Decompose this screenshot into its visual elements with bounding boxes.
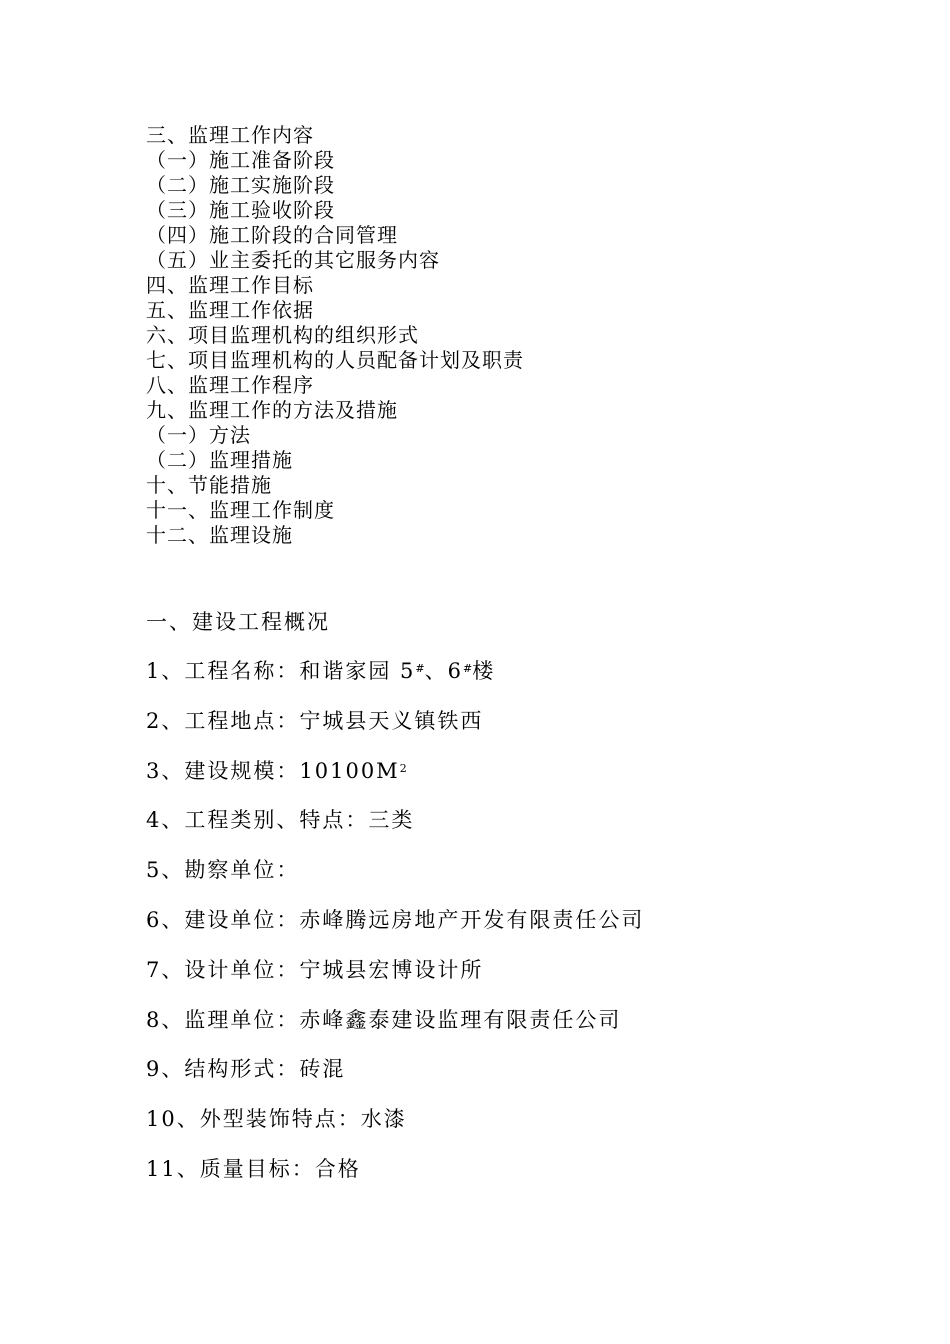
superscript: #: [463, 662, 473, 675]
toc-item: （五）业主委托的其它服务内容: [146, 248, 440, 272]
toc-item: 十一、监理工作制度: [146, 498, 335, 522]
design-unit-line: [146, 955, 644, 985]
field-value: 赤峰鑫泰建设监理有限责任公司: [299, 1007, 622, 1032]
scale-line: [146, 756, 644, 786]
category-line: [146, 805, 644, 835]
field-label: 5、勘察单位：: [146, 858, 300, 883]
field-label: 11、质量目标：: [146, 1156, 315, 1181]
project-name-line: [146, 656, 644, 686]
section-heading: 一、建设工程概况: [146, 610, 330, 634]
toc-item: 十、节能措施: [146, 473, 272, 497]
construction-unit-line: [146, 905, 644, 935]
field-value: 、6: [424, 659, 464, 683]
field-label: 2、工程地点：: [146, 708, 300, 733]
toc-item: 四、监理工作目标: [146, 273, 314, 297]
toc-item: （三）施工验收阶段: [146, 198, 335, 222]
field-label: 3、建设规模：: [146, 758, 300, 783]
toc-item: 十二、监理设施: [146, 523, 293, 547]
toc-item: 六、项目监理机构的组织形式: [146, 323, 419, 347]
field-value: 宁城县天义镇铁西: [299, 708, 484, 733]
facade-line: [146, 1104, 644, 1134]
toc-item: （二）监理措施: [146, 448, 293, 472]
toc-item: （一）施工准备阶段: [146, 148, 335, 172]
survey-unit-line: [146, 855, 644, 885]
project-overview: [146, 656, 644, 1204]
supervision-unit-line: [146, 1005, 644, 1035]
field-label: 8、监理单位：: [146, 1007, 300, 1032]
location-line: [146, 706, 644, 736]
toc-item: 九、监理工作的方法及措施: [146, 398, 398, 422]
toc-item: 五、监理工作依据: [146, 298, 314, 322]
field-value: 水漆: [360, 1107, 407, 1132]
field-value: 楼: [472, 659, 496, 683]
toc-item: 八、监理工作程序: [146, 373, 314, 397]
table-of-contents: [146, 123, 524, 548]
superscript: #: [415, 662, 425, 675]
field-value: 宁城县宏博设计所: [299, 957, 484, 982]
toc-item: （四）施工阶段的合同管理: [146, 223, 398, 247]
field-value: 砖混: [299, 1057, 346, 1082]
field-label: 10、外型装饰特点：: [146, 1107, 361, 1132]
toc-item: 三、监理工作内容: [146, 123, 314, 147]
toc-item: 七、项目监理机构的人员配备计划及职责: [146, 348, 524, 372]
field-value: 和谐家园 5: [299, 659, 416, 683]
structure-line: [146, 1054, 644, 1084]
field-label: 9、结构形式：: [146, 1057, 300, 1082]
toc-item: （一）方法: [146, 423, 251, 447]
field-label: 7、设计单位：: [146, 957, 300, 982]
field-label: 4、工程类别、特点：: [146, 808, 369, 833]
quality-line: [146, 1154, 644, 1184]
field-label: 6、建设单位：: [146, 907, 300, 932]
toc-item: （二）施工实施阶段: [146, 173, 335, 197]
field-value: 10100M: [299, 758, 400, 783]
field-value: 三类: [368, 808, 415, 833]
field-label: 1、工程名称：: [146, 659, 300, 683]
field-value: 合格: [314, 1156, 361, 1181]
superscript: 2: [399, 761, 407, 775]
field-value: 赤峰腾远房地产开发有限责任公司: [299, 907, 645, 932]
